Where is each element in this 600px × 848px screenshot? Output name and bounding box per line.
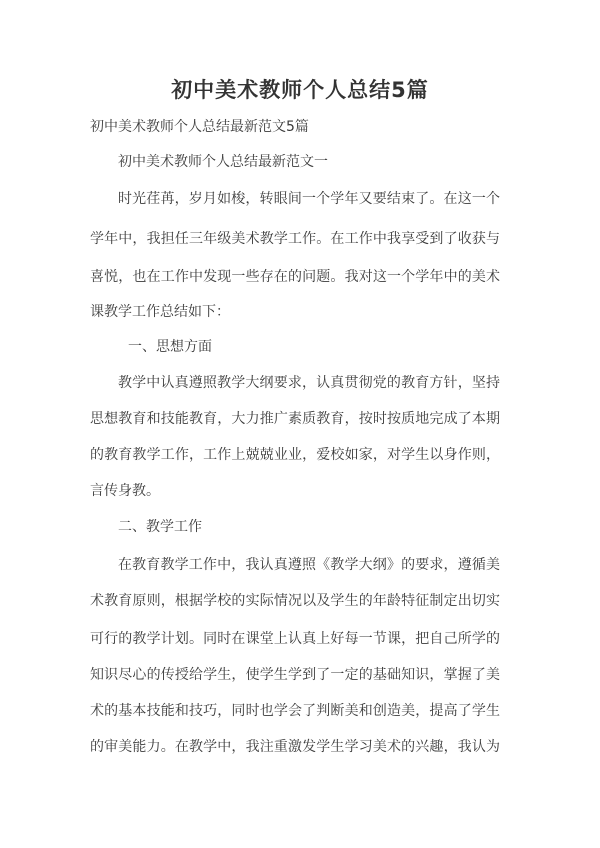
paragraph-line: 教学中认真遵照教学大纲要求，认真贯彻党的教育方针，坚持 xyxy=(118,375,500,391)
paragraph-line: 思想教育和技能教育，大力推广素质教育，按时按质地完成了本期 xyxy=(90,411,500,427)
paragraph-line: 课教学工作总结如下： xyxy=(90,304,230,320)
paragraph-line: 知识尽心的传授给学生，使学生学到了一定的基础知识，掌握了美 xyxy=(90,667,500,683)
paragraph-line: 术的基本技能和技巧，同时也学会了判断美和创造美，提高了学生 xyxy=(90,703,500,719)
subheading-teaching: 二、教学工作 xyxy=(118,519,202,535)
section-heading: 初中美术教师个人总结最新范文一 xyxy=(118,154,328,170)
paragraph-line: 术教育原则，根据学校的实际情况以及学生的年龄特征制定出切实 xyxy=(90,593,500,609)
paragraph-line: 在教育教学工作中，我认真遵照《教学大纲》的要求，遵循美 xyxy=(118,557,500,573)
paragraph-line: 的审美能力。在教学中，我注重激发学生学习美术的兴趣，我认为 xyxy=(90,739,500,755)
paragraph-line: 的教育教学工作，工作上兢兢业业，爱校如家，对学生以身作则， xyxy=(90,447,500,463)
subheading-thought: 一、思想方面 xyxy=(128,339,212,355)
paragraph-line: 学年中，我担任三年级美术教学工作。在工作中我享受到了收获与 xyxy=(90,231,500,247)
paragraph-line: 喜悦，也在工作中发现一些存在的问题。我对这一个学年中的美术 xyxy=(90,269,500,285)
paragraph-line: 可行的教学计划。同时在课堂上认真上好每一节课，把自己所学的 xyxy=(90,631,500,647)
document-title: 初中美术教师个人总结5篇 xyxy=(171,78,429,102)
document-subtitle: 初中美术教师个人总结最新范文5篇 xyxy=(90,119,309,135)
paragraph-line: 言传身教。 xyxy=(90,483,160,499)
paragraph-line: 时光荏苒，岁月如梭，转眼间一个学年又要结束了。在这一个 xyxy=(118,191,500,207)
